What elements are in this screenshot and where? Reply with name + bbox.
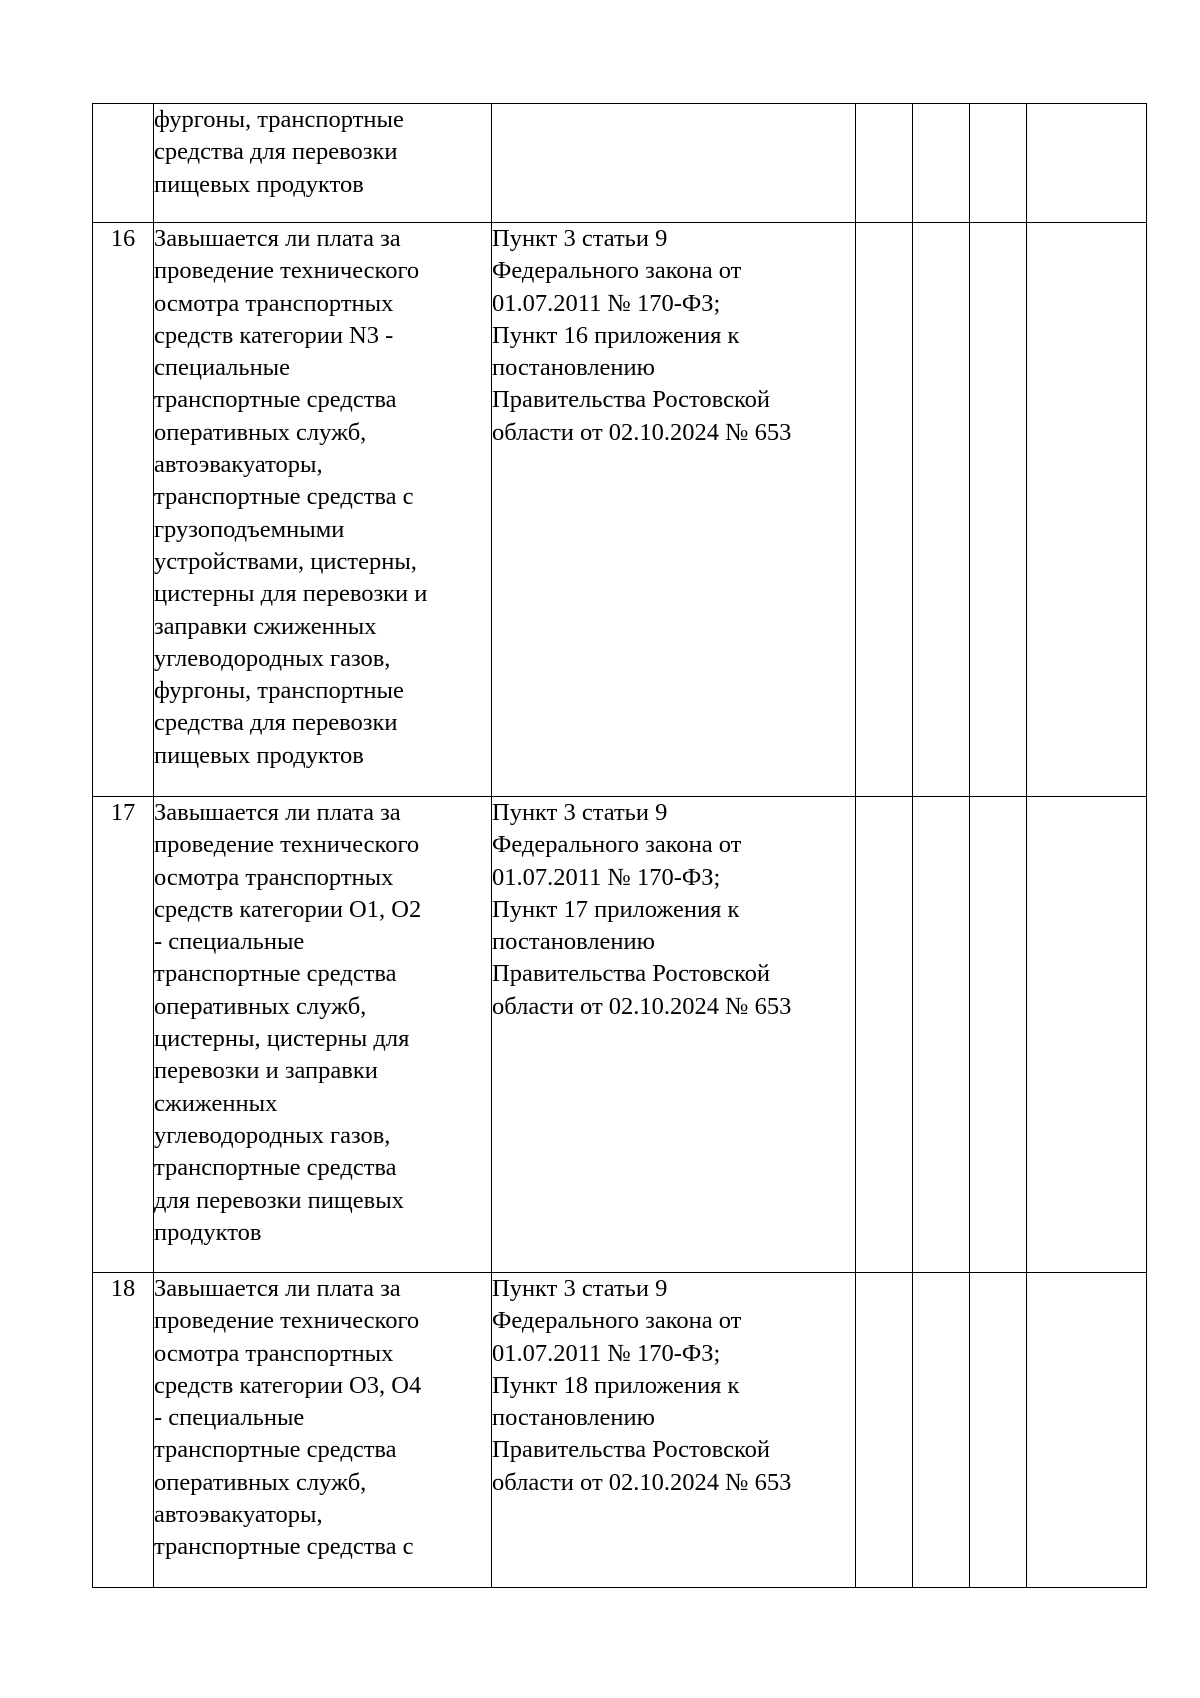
reference-line: области от 02.10.2024 № 653: [492, 992, 792, 1020]
table-row: [93, 223, 1147, 797]
reference-line: постановлению: [492, 1404, 655, 1432]
reference-line: области от 02.10.2024 № 653: [492, 418, 792, 446]
question-line: транспортные средства: [154, 960, 397, 988]
answer-na-cell: [970, 1273, 1027, 1588]
question-line: углеводородных газов,: [154, 644, 391, 672]
question-line: транспортные средства: [154, 386, 397, 414]
question-line: фургоны, транспортные: [154, 106, 404, 133]
row-number: 18: [93, 1273, 154, 1588]
note-cell: [1027, 797, 1147, 1273]
note-cell: [1027, 223, 1147, 797]
reference-line: постановлению: [492, 354, 655, 382]
question-line: проведение технического: [154, 257, 420, 285]
question-line: грузоподъемными: [154, 515, 345, 543]
reference-line: Пункт 17 приложения к: [492, 895, 740, 923]
question-line: транспортные средства с: [154, 483, 414, 511]
question-line: проведение технического: [154, 831, 420, 859]
answer-no-cell: [913, 223, 970, 797]
row-number: 16: [93, 223, 154, 797]
question-cell: [154, 1273, 492, 1588]
question-line: проведение технического: [154, 1307, 420, 1335]
reference-line: Федерального закона от: [492, 257, 742, 285]
question-line: цистерны для перевозки и: [154, 580, 428, 608]
question-cell: [154, 104, 492, 223]
question-line: устройствами, цистерны,: [154, 547, 417, 575]
reference-line: Правительства Ростовской: [492, 1436, 771, 1464]
answer-no-cell: [913, 1273, 970, 1588]
question-line: сжиженных: [154, 1089, 278, 1117]
checklist-table: [92, 103, 1147, 1588]
row-number: 17: [93, 797, 154, 1273]
question-line: Завышается ли плата за: [154, 1275, 401, 1302]
question-line: средства для перевозки: [154, 138, 398, 166]
answer-no-cell: [913, 797, 970, 1273]
question-line: транспортные средства: [154, 1154, 397, 1182]
table-row: [93, 797, 1147, 1273]
reference-cell: [492, 1273, 856, 1588]
question-line: оперативных служб,: [154, 992, 367, 1020]
question-line: оперативных служб,: [154, 418, 367, 446]
answer-na-cell: [970, 223, 1027, 797]
question-line: средств категории N3 -: [154, 321, 394, 349]
reference-cell: [492, 223, 856, 797]
reference-line: 01.07.2011 № 170-ФЗ;: [492, 1339, 721, 1367]
reference-line: Пункт 16 приложения к: [492, 321, 740, 349]
answer-yes-cell: [856, 1273, 913, 1588]
question-line: оперативных служб,: [154, 1468, 367, 1496]
question-line: осмотра транспортных: [154, 289, 394, 317]
row-number: [93, 104, 154, 223]
question-line: фургоны, транспортные: [154, 677, 404, 705]
answer-na-cell: [970, 104, 1027, 223]
question-line: автоэвакуаторы,: [154, 451, 323, 479]
question-line: - специальные: [154, 1404, 305, 1432]
question-line: углеводородных газов,: [154, 1121, 391, 1149]
question-line: пищевых продуктов: [154, 170, 364, 198]
reference-line: Федерального закона от: [492, 831, 742, 859]
reference-line: 01.07.2011 № 170-ФЗ;: [492, 289, 721, 317]
reference-cell: [492, 104, 856, 223]
question-line: пищевых продуктов: [154, 741, 364, 769]
answer-no-cell: [913, 104, 970, 223]
question-line: осмотра транспортных: [154, 1339, 394, 1367]
reference-cell: [492, 797, 856, 1273]
question-line: средств категории O1, O2: [154, 895, 422, 923]
table-row: [93, 104, 1147, 223]
question-line: транспортные средства: [154, 1436, 397, 1464]
note-cell: [1027, 104, 1147, 223]
question-cell: [154, 797, 492, 1273]
reference-line: Пункт 3 статьи 9: [492, 799, 668, 826]
question-line: перевозки и заправки: [154, 1057, 378, 1085]
reference-line: Правительства Ростовской: [492, 386, 771, 414]
question-line: для перевозки пищевых: [154, 1186, 404, 1214]
question-line: продуктов: [154, 1218, 262, 1246]
reference-line: Пункт 18 приложения к: [492, 1371, 740, 1399]
question-line: средства для перевозки: [154, 709, 398, 737]
reference-line: Пункт 3 статьи 9: [492, 1275, 668, 1302]
reference-line: Пункт 3 статьи 9: [492, 225, 668, 252]
question-line: автоэвакуаторы,: [154, 1501, 323, 1529]
answer-yes-cell: [856, 223, 913, 797]
reference-line: постановлению: [492, 928, 655, 956]
question-line: цистерны, цистерны для: [154, 1025, 410, 1053]
question-line: заправки сжиженных: [154, 612, 377, 640]
question-cell: [154, 223, 492, 797]
question-line: - специальные: [154, 928, 305, 956]
table-row: [93, 1273, 1147, 1588]
note-cell: [1027, 1273, 1147, 1588]
question-line: транспортные средства с: [154, 1533, 414, 1561]
reference-line: Правительства Ростовской: [492, 960, 771, 988]
question-line: Завышается ли плата за: [154, 799, 401, 826]
answer-yes-cell: [856, 797, 913, 1273]
question-line: средств категории O3, O4: [154, 1371, 422, 1399]
question-line: осмотра транспортных: [154, 863, 394, 891]
reference-line: Федерального закона от: [492, 1307, 742, 1335]
reference-line: области от 02.10.2024 № 653: [492, 1468, 792, 1496]
question-line: специальные: [154, 354, 291, 382]
answer-yes-cell: [856, 104, 913, 223]
reference-line: 01.07.2011 № 170-ФЗ;: [492, 863, 721, 891]
question-line: Завышается ли плата за: [154, 225, 401, 252]
answer-na-cell: [970, 797, 1027, 1273]
